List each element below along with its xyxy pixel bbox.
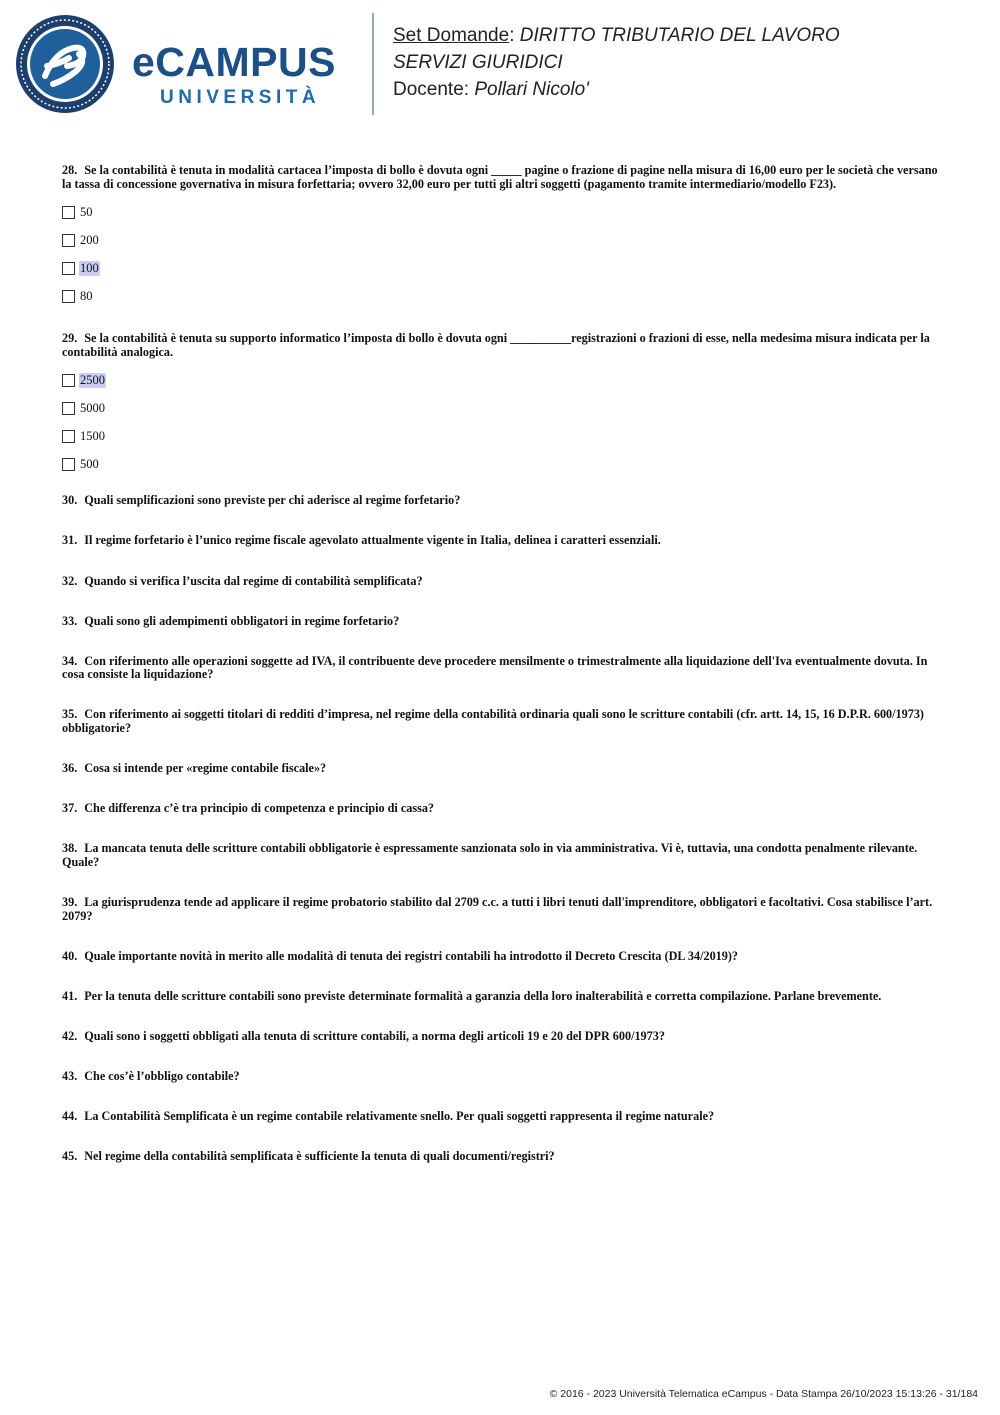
- question-text: [62, 332, 942, 359]
- question-text: [62, 655, 942, 682]
- question-45: [62, 1150, 942, 1164]
- answer-option-selected[interactable]: [62, 372, 942, 388]
- question-number: 38.: [62, 841, 78, 856]
- question-32: [62, 575, 942, 589]
- question-34: [62, 655, 942, 682]
- question-body: Se la contabilità è tenuta in modalità cartacea l’imposta di bollo è dovuta ogni _____ pagine o frazione di pagine nella misura di 16,00 euro per le società che versano la tassa di concessione governativa in misura forfettaria; ovvero 32,00 euro per tutti gli altri soggetti (pagamento tramite intermediario/modello F23).: [62, 163, 938, 191]
- question-body: La giurisprudenza tende ad applicare il regime probatorio stabilito dal 2709 c.c. a tutti i libri tenuti dall'imprenditore, obbligatori e facoltativi. Cosa stabilisce l’art. 2079?: [62, 895, 933, 923]
- answer-label: 1500: [80, 428, 105, 443]
- answer-label: 80: [80, 288, 93, 303]
- header-course-line2: [393, 49, 993, 76]
- ecampus-wordmark: [132, 40, 357, 112]
- question-text: [62, 1150, 942, 1164]
- question-43: [62, 1070, 942, 1084]
- question-number: 43.: [62, 1068, 78, 1083]
- question-39: [62, 896, 942, 923]
- question-text: [62, 950, 942, 964]
- header-info: [393, 22, 993, 103]
- answer-label: 500: [80, 456, 99, 471]
- answer-label-highlighted: 100: [80, 260, 99, 275]
- question-text: [62, 534, 942, 548]
- question-38: [62, 842, 942, 869]
- set-label: Set Domande: [393, 25, 510, 46]
- ecampus-seal-logo-icon: [15, 14, 115, 114]
- question-text: [62, 615, 942, 629]
- logo-text: eCAMPUS: [132, 39, 336, 85]
- question-42: [62, 1030, 942, 1044]
- checkbox[interactable]: [62, 262, 75, 275]
- answer-option[interactable]: [62, 232, 942, 248]
- question-text: [62, 802, 942, 816]
- answer-label-highlighted: 2500: [80, 372, 105, 387]
- checkbox[interactable]: [62, 290, 75, 303]
- questions-list: [62, 164, 942, 1190]
- question-number: 35.: [62, 707, 78, 722]
- question-body: Che differenza c’è tra principio di competenza e principio di cassa?: [84, 801, 435, 816]
- question-body: Con riferimento ai soggetti titolari di redditi d’impresa, nel regime della contabilità ordinaria quali sono le scritture contabili (cfr. artt. 14, 15, 16 D.P.R. 600/1973) obbligatorie?: [62, 707, 924, 736]
- question-number: 44.: [62, 1109, 78, 1124]
- question-body: Nel regime della contabilità semplificata è sufficiente la tenuta di quali documenti/registri?: [84, 1149, 555, 1164]
- question-text: [62, 896, 942, 923]
- answer-option[interactable]: [62, 456, 942, 472]
- checkbox[interactable]: [62, 430, 75, 443]
- question-33: [62, 615, 942, 629]
- question-number: 37.: [62, 801, 78, 816]
- answer-options: [62, 372, 942, 472]
- question-number: 42.: [62, 1028, 78, 1043]
- question-body: Il regime forfetario è l’unico regime fiscale agevolato attualmente vigente in Italia, delinea i caratteri essenziali.: [84, 533, 661, 548]
- checkbox[interactable]: [62, 234, 75, 247]
- answer-option[interactable]: [62, 400, 942, 416]
- question-number: 39.: [62, 895, 78, 909]
- question-28: [62, 164, 942, 304]
- answer-options: [62, 204, 942, 304]
- question-body: Con riferimento alle operazioni soggette ad IVA, il contribuente deve procedere mensilmente o trimestralmente alla liquidazione dell'Iva eventualmente dovuta. In cosa consiste la liquidazione?: [62, 653, 928, 682]
- question-number: 33.: [62, 613, 78, 628]
- question-35: [62, 708, 942, 735]
- question-number: 34.: [62, 653, 78, 668]
- question-number: 30.: [62, 493, 78, 508]
- question-37: [62, 802, 942, 816]
- teacher-label: Docente: [393, 79, 464, 100]
- checkbox[interactable]: [62, 374, 75, 387]
- question-body: La mancata tenuta delle scritture contabili obbligatorie è espressamente sanzionata solo in via amministrativa. Vi è, tuttavia, una condotta penalmente rilevante. Quale?: [62, 841, 918, 869]
- question-body: Quali semplificazioni sono previste per chi aderisce al regime forfetario?: [84, 493, 461, 508]
- question-text: [62, 164, 942, 191]
- checkbox[interactable]: [62, 458, 75, 471]
- question-text: [62, 990, 942, 1004]
- question-40: [62, 950, 942, 964]
- question-body: Quando si verifica l’uscita dal regime di contabilità semplificata?: [84, 573, 423, 588]
- question-31: [62, 534, 942, 548]
- answer-label: 50: [80, 204, 93, 219]
- question-text: [62, 575, 942, 589]
- question-body: Cosa si intende per «regime contabile fiscale»?: [84, 761, 327, 776]
- spacer: [62, 316, 942, 332]
- answer-option[interactable]: [62, 428, 942, 444]
- question-36: [62, 762, 942, 776]
- checkbox[interactable]: [62, 206, 75, 219]
- question-number: 41.: [62, 988, 78, 1003]
- question-number: 29.: [62, 331, 78, 346]
- question-text: [62, 494, 942, 508]
- question-text: [62, 762, 942, 776]
- question-number: 40.: [62, 948, 78, 963]
- question-text: [62, 1070, 942, 1084]
- answer-option[interactable]: [62, 204, 942, 220]
- answer-label: 200: [80, 232, 99, 247]
- answer-label: 5000: [80, 400, 105, 415]
- header-divider: [372, 13, 374, 115]
- page-header: [0, 0, 1000, 130]
- teacher-name: Pollari Nicolo': [474, 79, 589, 100]
- question-number: 45.: [62, 1149, 78, 1164]
- course-title: DIRITTO TRIBUTARIO DEL LAVORO: [519, 25, 840, 46]
- question-body: Per la tenuta delle scritture contabili sono previste determinate formalità a garanzia della loro inalterabilità e corretta compilazione. Parlane brevemente.: [84, 988, 882, 1003]
- checkbox[interactable]: [62, 402, 75, 415]
- question-body: Quale importante novità in merito alle modalità di tenuta dei registri contabili ha introdotto il Decreto Crescita (DL 34/2019)?: [84, 948, 739, 963]
- question-text: [62, 1110, 942, 1124]
- question-body: Quali sono gli adempimenti obbligatori in regime forfetario?: [84, 613, 400, 628]
- question-body: La Contabilità Semplificata è un regime contabile relativamente snello. Per quali soggetti rappresenta il regime naturale?: [84, 1109, 715, 1124]
- question-30: [62, 494, 942, 508]
- logo-subtext: UNIVERSITÀ: [160, 87, 321, 108]
- header-course-line1: Set Domande: DIRITTO TRIBUTARIO DEL LAVORO: [393, 25, 840, 46]
- answer-option[interactable]: [62, 288, 942, 304]
- question-44: [62, 1110, 942, 1124]
- question-number: 28.: [62, 163, 78, 177]
- question-body: Se la contabilità è tenuta su supporto informatico l’imposta di bollo è dovuta ogni __________registrazioni o frazioni di esse, nella medesima misura indicata per la contabilità analogica.: [62, 331, 930, 359]
- question-41: [62, 990, 942, 1004]
- question-number: 31.: [62, 533, 78, 548]
- question-29: [62, 332, 942, 472]
- page-footer: © 2016 - 2023 Università Telematica eCampus - Data Stampa 26/10/2023 15:13:26 - 31/184: [549, 1388, 978, 1400]
- answer-option-selected[interactable]: [62, 260, 942, 276]
- question-text: [62, 842, 942, 869]
- question-body: Che cos’è l’obbligo contabile?: [84, 1068, 240, 1083]
- question-text: [62, 708, 942, 735]
- header-teacher-line: Docente: Pollari Nicolo': [393, 79, 589, 100]
- question-text: [62, 1030, 942, 1044]
- question-number: 32.: [62, 573, 78, 588]
- course-subtitle: SERVIZI GIURIDICI: [393, 52, 563, 73]
- question-number: 36.: [62, 761, 78, 776]
- question-body: Quali sono i soggetti obbligati alla tenuta di scritture contabili, a norma degli articoli 19 e 20 del DPR 600/1973?: [84, 1028, 665, 1043]
